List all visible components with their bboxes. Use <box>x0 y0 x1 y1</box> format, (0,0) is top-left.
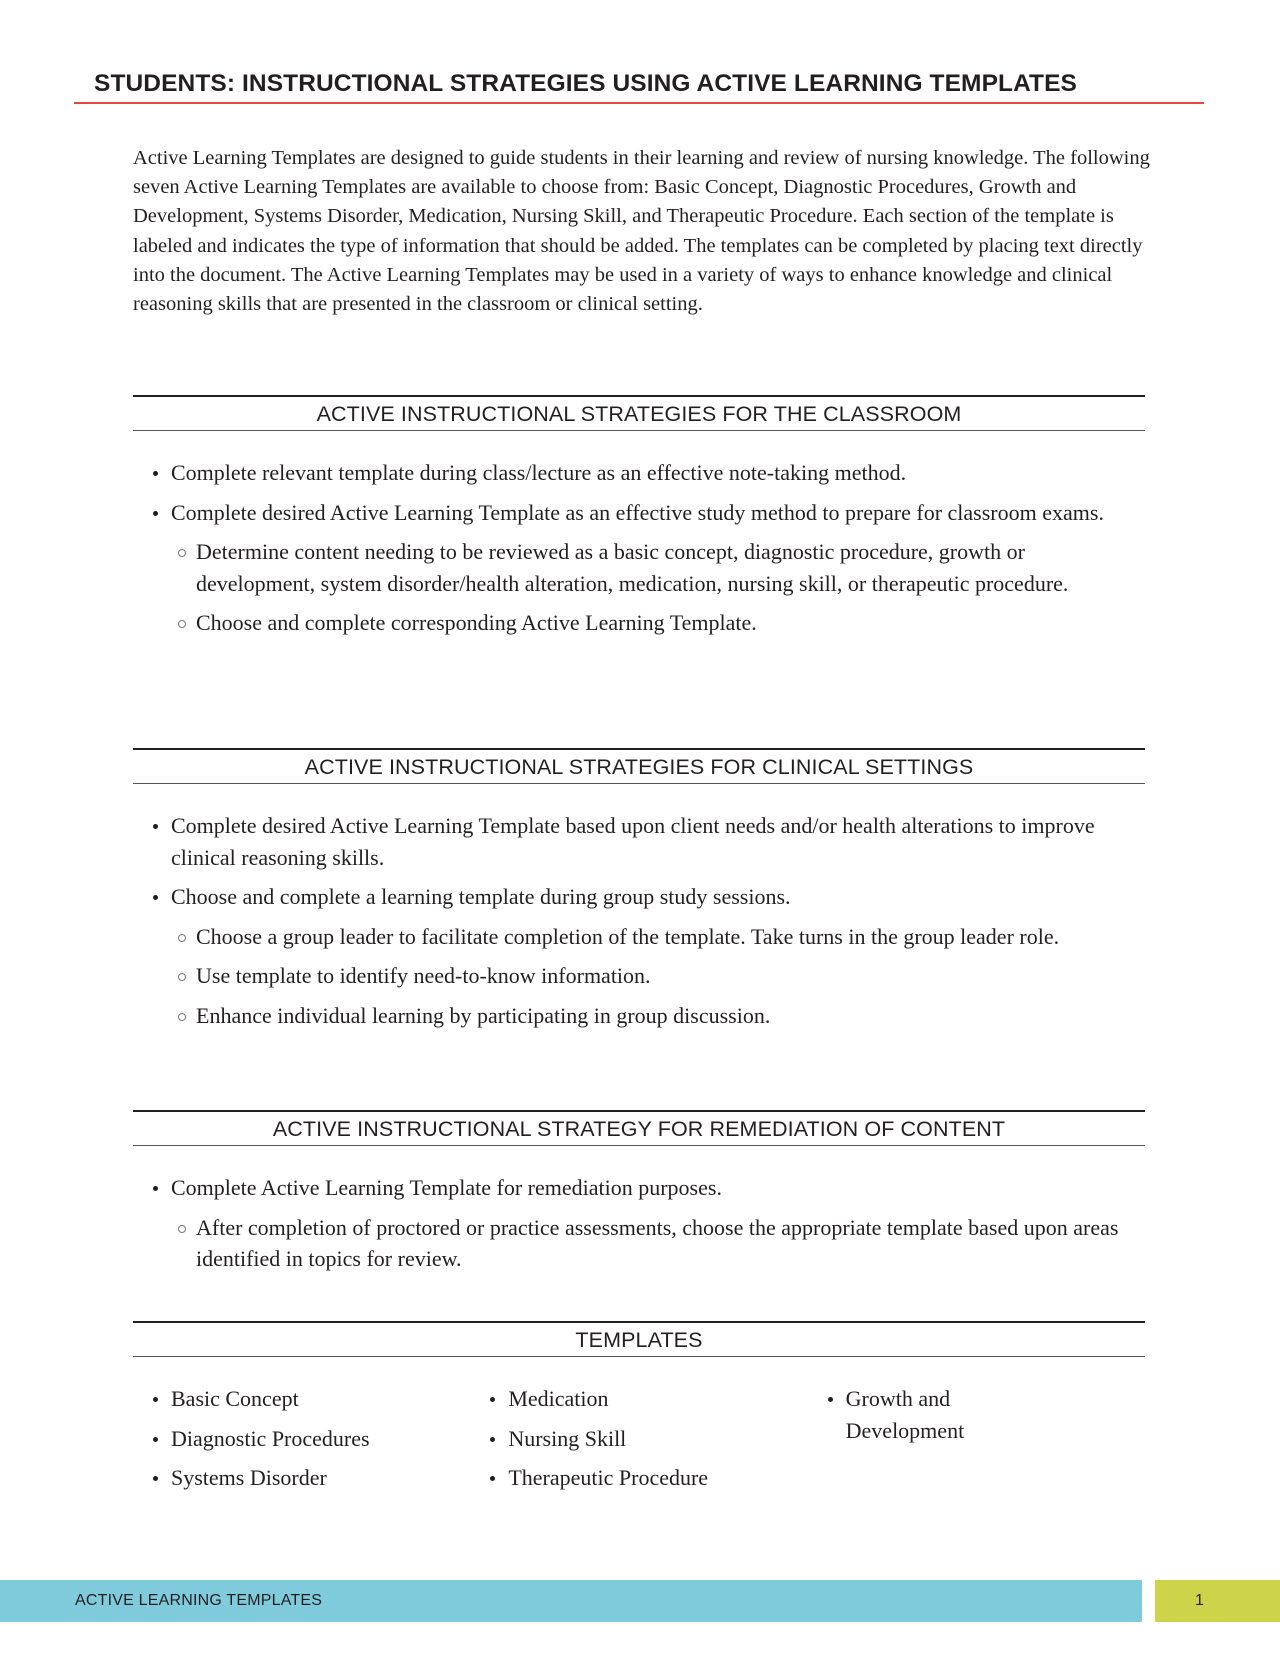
sub-list-item: Use template to identify need-to-know information. <box>133 960 1145 992</box>
bullet-list <box>133 810 1145 1031</box>
section-heading: ACTIVE INSTRUCTIONAL STRATEGY FOR REMEDIATION OF CONTENT <box>133 1110 1145 1146</box>
section-heading: TEMPLATES <box>133 1321 1145 1357</box>
section-clinical <box>133 748 1145 1039</box>
templates-column-1 <box>133 1383 470 1502</box>
page-title: STUDENTS: INSTRUCTIONAL STRATEGIES USING ACTIVE LEARNING TEMPLATES <box>74 70 1204 104</box>
page-number: 1 <box>1195 1592 1204 1609</box>
sub-list-item: Choose and complete corresponding Active Learning Template. <box>133 607 1145 639</box>
template-item: Basic Concept <box>133 1383 470 1415</box>
section-heading: ACTIVE INSTRUCTIONAL STRATEGIES FOR THE CLASSROOM <box>133 395 1145 431</box>
template-item: Medication <box>470 1383 807 1415</box>
sub-list-item: Determine content needing to be reviewed as a basic concept, diagnostic procedure, growth or development, system disorder/health alteration, medication, nursing skill, or therapeutic procedure. <box>133 536 1145 599</box>
section-heading: ACTIVE INSTRUCTIONAL STRATEGIES FOR CLINICAL SETTINGS <box>133 748 1145 784</box>
bullet-list <box>133 457 1145 639</box>
template-item: Therapeutic Procedure <box>470 1462 807 1494</box>
sub-list-item: After completion of proctored or practice assessments, choose the appropriate template based upon areas identified in topics for review. <box>133 1212 1145 1275</box>
templates-columns <box>133 1383 1145 1502</box>
footer-bar <box>0 1580 1142 1622</box>
list-item: Choose and complete a learning template during group study sessions. <box>133 881 1145 913</box>
sub-list-item: Choose a group leader to facilitate completion of the template. Take turns in the group leader role. <box>133 921 1145 953</box>
page-number-box <box>1155 1580 1280 1622</box>
template-item: Nursing Skill <box>470 1423 807 1455</box>
list-item: Complete Active Learning Template for remediation purposes. <box>133 1172 1145 1204</box>
bullet-list <box>133 1172 1145 1275</box>
sub-list-item: Enhance individual learning by participating in group discussion. <box>133 1000 1145 1032</box>
list-item: Complete desired Active Learning Template as an effective study method to prepare for classroom exams. <box>133 497 1145 529</box>
footer-label: ACTIVE LEARNING TEMPLATES <box>75 1592 323 1609</box>
section-templates <box>133 1321 1145 1502</box>
list-item: Complete desired Active Learning Template based upon client needs and/or health alterations to improve clinical reasoning skills. <box>133 810 1145 873</box>
section-remediation <box>133 1110 1145 1283</box>
templates-column-2 <box>470 1383 807 1502</box>
template-item: Growth and Development <box>808 1383 988 1446</box>
intro-paragraph: Active Learning Templates are designed to guide students in their learning and review of nursing knowledge. The following seven Active Learning Templates are available to choose from: Basic Concept, Diagnostic Procedures, Growth and Development, Systems Disorder, Medication, Nursing Skill, and Therapeutic Procedure. Each section of the template is labeled and indicates the type of information that should be added. The templates can be completed by placing text directly into the document. The Active Learning Templates may be used in a variety of ways to enhance knowledge and clinical reasoning skills that are presented in the classroom or clinical setting. <box>133 147 1150 316</box>
template-item: Diagnostic Procedures <box>133 1423 470 1455</box>
section-classroom <box>133 395 1145 647</box>
template-item: Systems Disorder <box>133 1462 470 1494</box>
list-item: Complete relevant template during class/lecture as an effective note-taking method. <box>133 457 1145 489</box>
templates-column-3 <box>808 1383 1145 1502</box>
